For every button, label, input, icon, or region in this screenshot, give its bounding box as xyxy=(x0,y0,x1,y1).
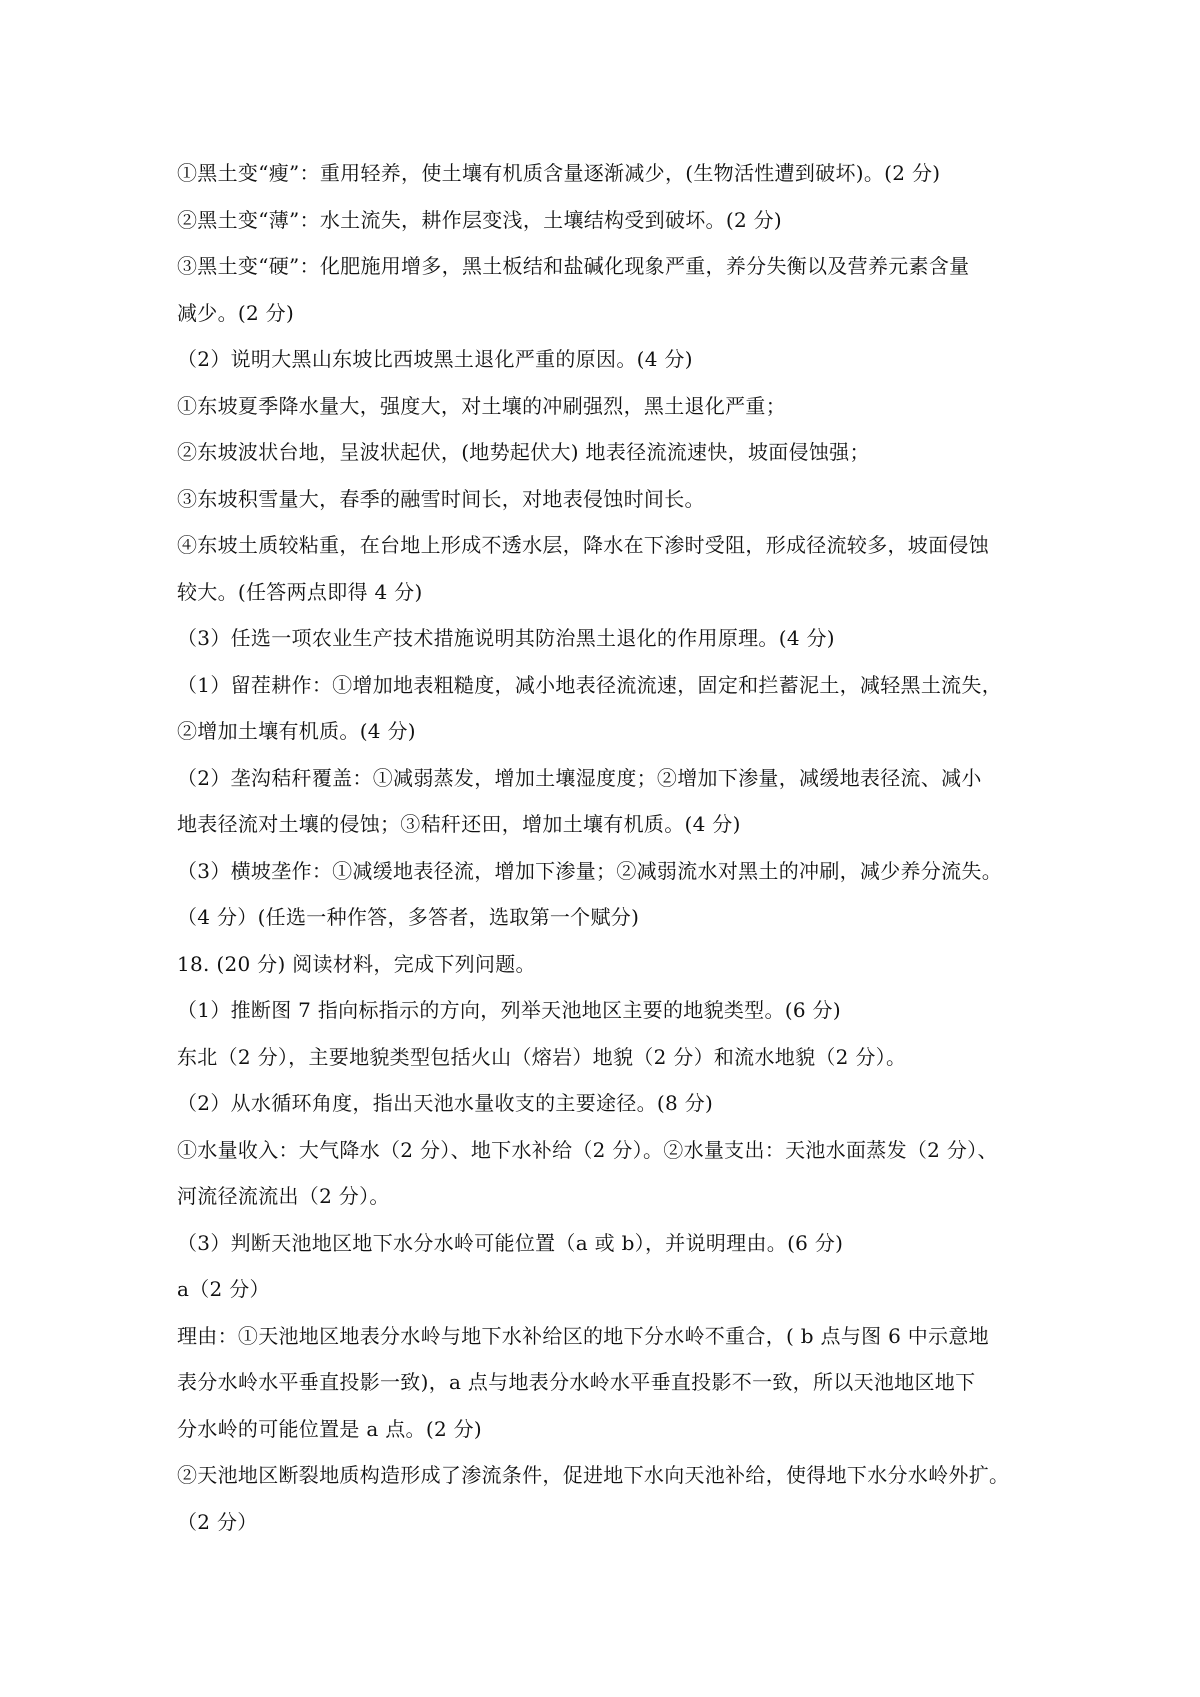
text-line: 河流径流流出（2 分）。 xyxy=(177,1184,390,1208)
text-line: ①黑土变“瘦”：重用轻养，使土壤有机质含量逐渐减少，(生物活性遭到破坏)。(2 分) xyxy=(177,161,941,185)
text-line: （2）垄沟秸秆覆盖：①减弱蒸发，增加土壤湿度度；②增加下渗量，减缓地表径流、减小 xyxy=(177,765,982,790)
text-line: 分水岭的可能位置是 a 点。(2 分) xyxy=(177,1416,483,1441)
text-line: 较大。(任答两点即得 4 分) xyxy=(177,579,423,604)
text-line: ②天池地区断裂地质构造形成了渗流条件，促进地下水向天池补给，使得地下水分水岭外扩。 xyxy=(177,1463,1010,1487)
text-line: 地表径流对土壤的侵蚀；③秸秆还田，增加土壤有机质。(4 分) xyxy=(177,812,741,836)
text-line: 减少。(2 分) xyxy=(177,300,295,325)
text-line: （4 分）(任选一种作答，多答者，选取第一个赋分) xyxy=(177,905,640,929)
text-line: ②东坡波状台地，呈波状起伏，(地势起伏大) 地表径流流速快，坡面侵蚀强； xyxy=(177,440,870,464)
text-line: 理由：①天池地区地表分水岭与地下水补给区的地下分水岭不重合，( b 点与图 6 中示意地 xyxy=(177,1323,989,1348)
question-line: （3）判断天池地区地下水分水岭可能位置（a 或 b），并说明理由。(6 分) xyxy=(177,1230,844,1255)
text-line: a（2 分） xyxy=(177,1277,270,1301)
text-line: 东北（2 分），主要地貌类型包括火山（熔岩）地貌（2 分）和流水地貌（2 分）。 xyxy=(177,1044,907,1069)
text-line: ②黑土变“薄”：水土流失，耕作层变浅，土壤结构受到破坏。(2 分) xyxy=(177,207,783,232)
text-line: ①水量收入：大气降水（2 分）、地下水补给（2 分）。②水量支出：天池水面蒸发（2 分）、 xyxy=(177,1137,998,1162)
question-heading: 18. (20 分) 阅读材料，完成下列问题。 xyxy=(177,951,536,976)
text-line: （2 分） xyxy=(177,1509,258,1534)
text-line: ③东坡积雪量大，春季的融雪时间长，对地表侵蚀时间长。 xyxy=(177,486,705,511)
text-line: （3）横坡垄作：①减缓地表径流，增加下渗量；②减弱流水对黑土的冲刷，减少养分流失。 xyxy=(177,858,1003,883)
text-line: ②增加土壤有机质。(4 分) xyxy=(177,719,416,743)
question-line: （1）推断图 7 指向标指示的方向，列举天池地区主要的地貌类型。(6 分) xyxy=(177,998,841,1022)
text-line: ③黑土变“硬”：化肥施用增多，黑土板结和盐碱化现象严重，养分失衡以及营养元素含量 xyxy=(177,254,970,278)
question-line: （2）从水循环角度，指出天池水量收支的主要途径。(8 分) xyxy=(177,1091,714,1115)
text-line: （1）留茬耕作：①增加地表粗糙度，减小地表径流流速，固定和拦蓄泥土，减轻黑土流失， xyxy=(177,672,1003,697)
text-line: 表分水岭水平垂直投影一致)，a 点与地表分水岭水平垂直投影不一致，所以天池地区地下 xyxy=(177,1370,976,1394)
question-line: （2）说明大黑山东坡比西坡黑土退化严重的原因。(4 分) xyxy=(177,347,693,371)
text-line: ①东坡夏季降水量大，强度大，对土壤的冲刷强烈，黑土退化严重； xyxy=(177,393,786,418)
question-line: （3）任选一项农业生产技术措施说明其防治黑土退化的作用原理。(4 分) xyxy=(177,626,835,650)
text-line: ④东坡土质较粘重，在台地上形成不透水层，降水在下渗时受阻，形成径流较多，坡面侵蚀 xyxy=(177,533,989,557)
answer-text xyxy=(177,150,1047,1545)
